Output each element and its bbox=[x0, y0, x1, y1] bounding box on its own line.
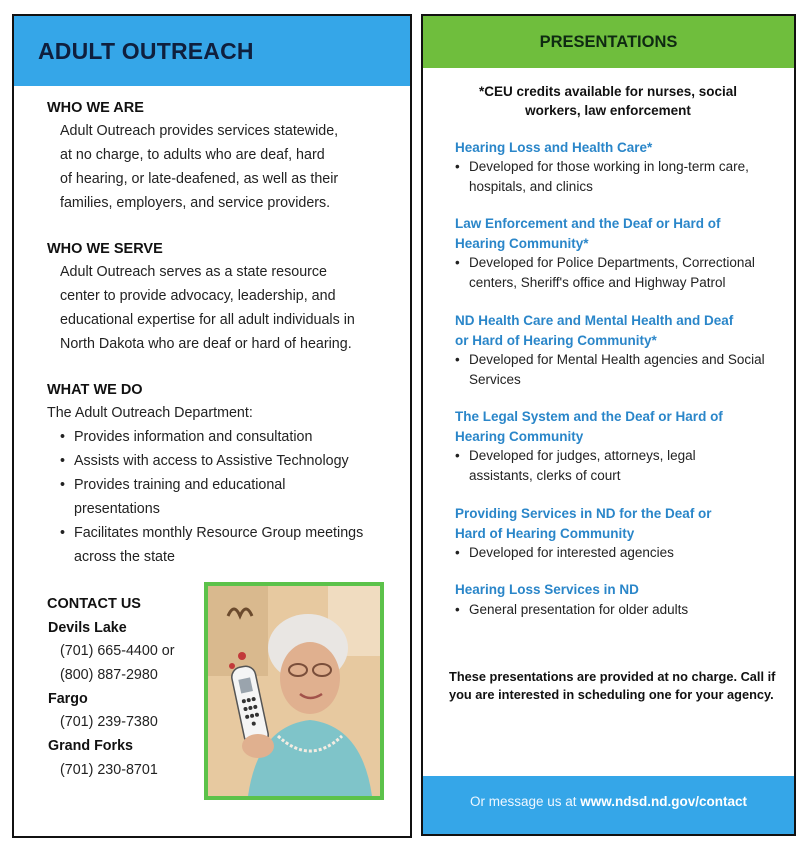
who-we-serve-line: North Dakota who are deaf or hard of hearing. bbox=[60, 336, 352, 352]
contact-phone: (800) 887-2980 bbox=[60, 667, 158, 683]
list-item: • Provides information and consultation bbox=[60, 425, 370, 449]
who-we-are-line: at no charge, to adults who are deaf, hard bbox=[60, 147, 325, 163]
presentation-desc: • Developed for Mental Health agencies and Social Services bbox=[455, 350, 775, 390]
closing-note: These presentations are provided at no charge. Call if you are interested in scheduling one for your agency. bbox=[449, 669, 776, 702]
who-we-are-line: of hearing, or late-deafened, as well as their bbox=[60, 171, 339, 187]
footer-text bbox=[423, 794, 794, 809]
what-we-do-heading: WHAT WE DO bbox=[47, 382, 143, 398]
what-we-do-intro: The Adult Outreach Department: bbox=[47, 405, 253, 421]
who-we-serve-text bbox=[60, 260, 400, 356]
presentation-title: The Legal System and the Deaf or Hard of Hearing Community bbox=[455, 409, 723, 444]
contact-city-grand-forks: Grand Forks bbox=[48, 738, 134, 754]
presentations-panel bbox=[421, 14, 796, 836]
contact-phone: (701) 230-8701 bbox=[60, 762, 158, 778]
contact-phone: (701) 239-7380 bbox=[60, 714, 158, 730]
who-we-are-text bbox=[60, 119, 400, 215]
presentation-desc: • Developed for judges, attorneys, legal assistants, clerks of court bbox=[455, 446, 735, 486]
presentation-title: Hearing Loss and Health Care* bbox=[455, 140, 653, 155]
who-we-serve-line: Adult Outreach serves as a state resource bbox=[60, 264, 328, 280]
adult-outreach-panel bbox=[12, 14, 412, 838]
presentations-title: PRESENTATIONS bbox=[539, 33, 678, 51]
presentation-desc: • Developed for interested agencies bbox=[455, 543, 775, 563]
what-we-do-list bbox=[60, 425, 370, 569]
presentation-desc: • General presentation for older adults bbox=[455, 600, 775, 620]
contact-city-devils-lake: Devils Lake bbox=[48, 620, 127, 636]
footer-prefix: Or message us at bbox=[469, 794, 581, 809]
presentation-desc: • Developed for those working in long-term care, hospitals, and clinics bbox=[455, 157, 775, 197]
presentation-desc: • Developed for Police Departments, Correctional centers, Sheriff's office and Highway Patrol bbox=[455, 253, 775, 293]
who-we-are-line: families, employers, and service providers. bbox=[60, 195, 331, 211]
ceu-note: *CEU credits available for nurses, social workers, law enforcement bbox=[478, 84, 738, 118]
contact-us-heading: CONTACT US bbox=[47, 596, 141, 612]
list-item: • Facilitates monthly Resource Group meetings across the state bbox=[60, 521, 370, 569]
who-we-serve-heading: WHO WE SERVE bbox=[47, 241, 163, 257]
adult-outreach-header bbox=[14, 16, 410, 86]
contact-phone: (701) 665-4400 or bbox=[60, 643, 175, 659]
elderly-woman-with-phone-photo bbox=[204, 582, 384, 800]
adult-outreach-title: ADULT OUTREACH bbox=[38, 38, 254, 64]
who-we-are-heading: WHO WE ARE bbox=[47, 100, 144, 116]
contact-footer bbox=[423, 776, 794, 834]
list-item: • Assists with access to Assistive Technology bbox=[60, 449, 370, 473]
who-we-serve-line: educational expertise for all adult individuals in bbox=[60, 312, 355, 328]
presentations-header bbox=[423, 16, 794, 68]
photo-illustration bbox=[208, 586, 380, 796]
list-item: • Provides training and educational presentations bbox=[60, 473, 294, 521]
contact-city-fargo: Fargo bbox=[48, 691, 88, 707]
presentation-title: Law Enforcement and the Deaf or Hard of Hearing Community* bbox=[455, 216, 721, 251]
who-we-are-line: Adult Outreach provides services statewide, bbox=[60, 123, 339, 139]
contact-url-link[interactable]: www.ndsd.nd.gov/contact bbox=[580, 794, 748, 809]
who-we-serve-line: center to provide advocacy, leadership, and bbox=[60, 288, 336, 304]
presentation-title: Providing Services in ND for the Deaf or Hard of Hearing Community bbox=[455, 506, 712, 541]
presentation-title: Hearing Loss Services in ND bbox=[455, 582, 639, 597]
presentation-title: ND Health Care and Mental Health and Deaf or Hard of Hearing Community* bbox=[455, 313, 734, 348]
